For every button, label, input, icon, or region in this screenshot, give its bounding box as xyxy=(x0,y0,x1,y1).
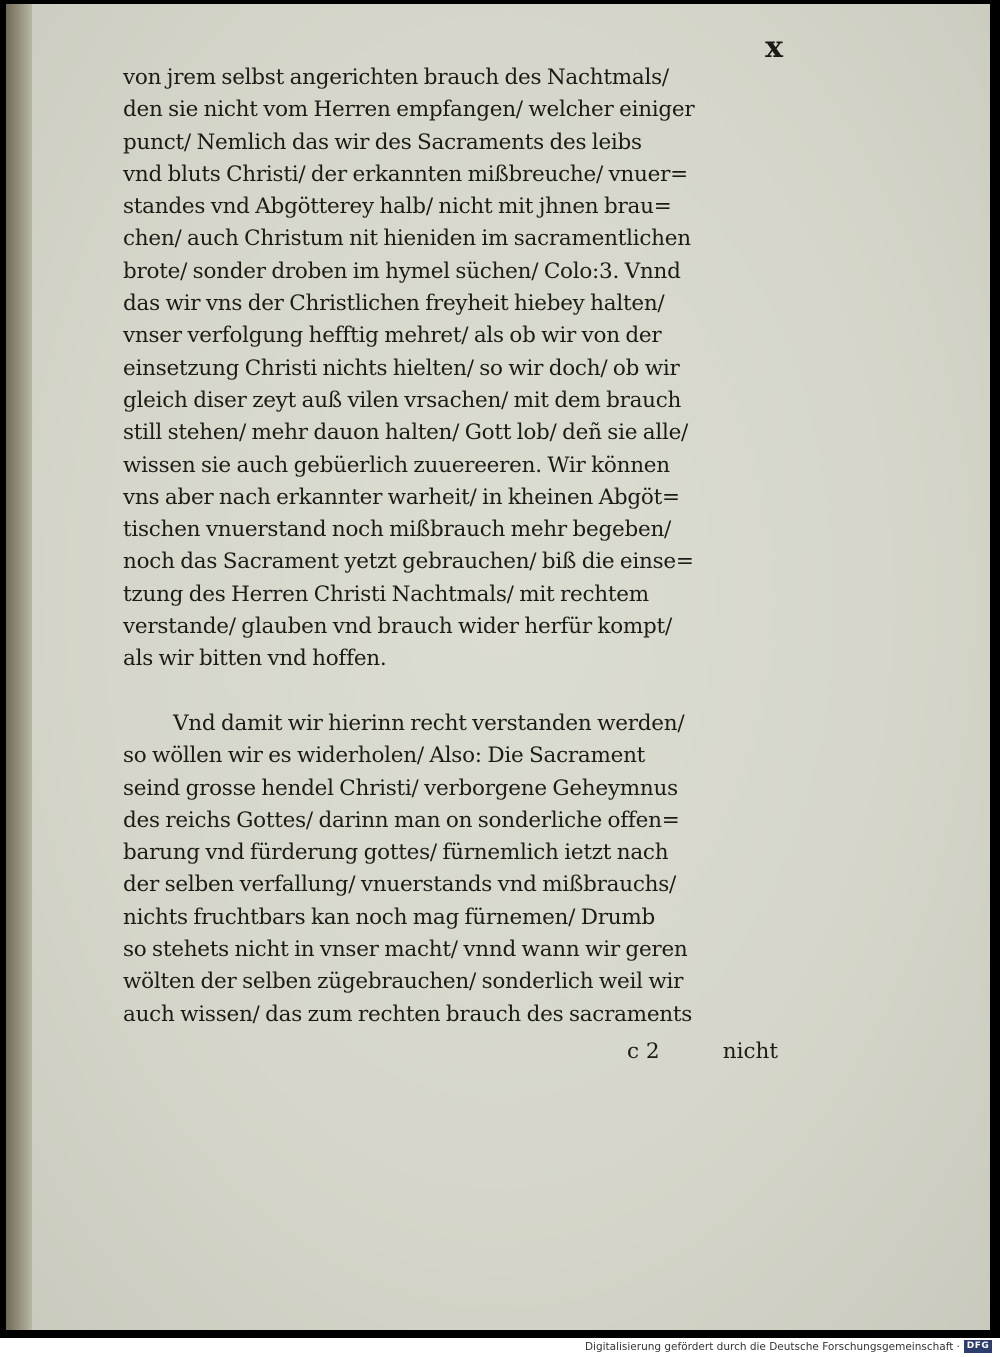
dfg-logo-icon: DFG xyxy=(964,1340,992,1353)
text-line: standes vnd Abgötterey halb/ nicht mit jhnen brau= xyxy=(123,194,672,220)
text-line: der selben verfallung/ vnuerstands vnd mißbrauchs/ xyxy=(123,872,677,898)
text-line: des reichs Gottes/ darinn man on sonderliche offen= xyxy=(123,807,680,833)
text-line: gleich diser zeyt auß vilen vrsachen/ mit dem brauch xyxy=(123,387,682,413)
digitization-credit: Digitalisierung gefördert durch die Deutsche Forschungsgemeinschaft · xyxy=(584,1341,960,1353)
page-footer xyxy=(123,1034,778,1070)
paragraph-2 xyxy=(123,708,778,1031)
page-number: x xyxy=(765,30,784,65)
text-line: brote/ sonder droben im hymel süchen/ Colo:3. Vnnd xyxy=(123,258,681,284)
text-line: den sie nicht vom Herren empfangen/ welcher einiger xyxy=(123,97,695,123)
text-line: das wir vns der Christlichen freyheit hiebey halten/ xyxy=(123,291,665,317)
text-line: wölten der selben zügebrauchen/ sonderlich weil wir xyxy=(123,969,684,995)
binding-edge xyxy=(6,4,32,1330)
paragraph-1 xyxy=(123,62,778,676)
text-line: auch wissen/ das zum rechten brauch des sacraments xyxy=(123,1001,693,1027)
text-line: tischen vnuerstand noch mißbrauch mehr begeben/ xyxy=(123,517,672,543)
text-line: so wöllen wir es widerholen/ Also: Die Sacrament xyxy=(123,743,646,769)
text-line: seind grosse hendel Christi/ verborgene Geheymnus xyxy=(123,775,678,801)
signature-mark: c 2 xyxy=(627,1039,660,1064)
text-line: vnd bluts Christi/ der erkannten mißbreuche/ vnuer= xyxy=(123,161,688,187)
text-line: nichts fruchtbars kan noch mag fürnemen/ Drumb xyxy=(123,904,655,930)
text-line: einsetzung Christi nichts hielten/ so wir doch/ ob wir xyxy=(123,355,680,381)
text-line: vnser verfolgung hefftig mehret/ als ob wir von der xyxy=(123,323,662,349)
text-line: noch das Sacrament yetzt gebrauchen/ biß die einse= xyxy=(123,549,694,575)
text-line: so stehets nicht in vnser macht/ vnnd wann wir geren xyxy=(123,937,688,963)
text-line: tzung des Herren Christi Nachtmals/ mit rechtem xyxy=(123,581,649,607)
text-line: vns aber nach erkannter warheit/ in kheinen Abgöt= xyxy=(123,484,680,510)
text-line: still stehen/ mehr dauon halten/ Gott lob/ deñ sie alle/ xyxy=(123,420,689,446)
text-line: Vnd damit wir hierinn recht verstanden werden/ xyxy=(173,711,685,736)
text-line: verstande/ glauben vnd brauch wider herfür kompt/ xyxy=(123,614,672,640)
text-line: punct/ Nemlich das wir des Sacraments des leibs xyxy=(123,129,642,155)
text-line: als wir bitten vnd hoffen. xyxy=(123,646,387,672)
catchword: nicht xyxy=(722,1039,778,1064)
text-line: von jrem selbst angerichten brauch des Nachtmals/ xyxy=(123,65,669,90)
text-line: wissen sie auch gebüerlich zuuereeren. Wir können xyxy=(123,452,670,478)
text-line: barung vnd fürderung gottes/ fürnemlich ietzt nach xyxy=(123,840,669,866)
text-line: chen/ auch Christum nit hieniden im sacramentlichen xyxy=(123,226,691,252)
